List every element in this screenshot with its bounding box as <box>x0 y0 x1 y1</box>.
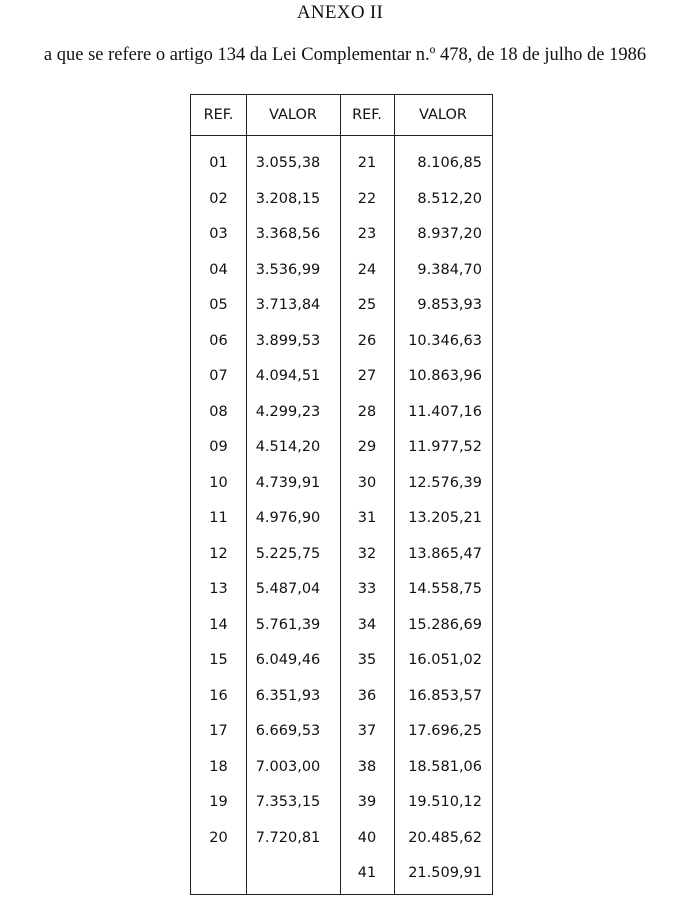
value-cell: 6.669,53 <box>255 723 321 739</box>
value-cell: 8.937,20 <box>417 226 482 242</box>
table-row <box>191 648 492 672</box>
value-cell: 10.346,63 <box>408 332 482 349</box>
value-cell: 17.696,25 <box>408 723 482 739</box>
value-cell: 8.512,20 <box>417 190 482 207</box>
value-cell: 5.487,04 <box>255 581 321 597</box>
value-cell: 11.977,52 <box>408 439 482 455</box>
value-cell: 8.106,85 <box>417 155 482 171</box>
value-cell: 3.368,56 <box>255 226 321 242</box>
salary-table <box>190 94 493 895</box>
ref-cell: 02 <box>209 190 228 207</box>
table-row <box>191 151 492 175</box>
ref-cell: 31 <box>357 510 377 526</box>
value-cell: 5.225,75 <box>255 545 321 562</box>
ref-cell: 05 <box>209 297 228 313</box>
ref-cell: 09 <box>209 439 228 455</box>
value-cell: 4.299,23 <box>255 403 321 420</box>
table-row <box>191 329 492 353</box>
value-cell: 11.407,16 <box>408 403 482 420</box>
table-row <box>191 577 492 601</box>
ref-cell: 41 <box>357 865 377 881</box>
annex-title: ANEXO II <box>296 2 384 23</box>
ref-cell: 10 <box>209 474 228 491</box>
value-cell: 4.514,20 <box>255 439 321 455</box>
value-cell: 14.558,75 <box>408 581 482 597</box>
value-cell: 7.353,15 <box>255 794 321 810</box>
value-cell: 3.536,99 <box>255 261 321 278</box>
ref-cell: 29 <box>357 439 377 455</box>
ref-cell: 15 <box>209 652 228 668</box>
value-cell: 18.581,06 <box>408 758 482 775</box>
value-cell: 7.720,81 <box>255 829 321 846</box>
annex-subtitle: a que se refere o artigo 134 da Lei Complementar n.º 478, de 18 de julho de 1986 <box>43 45 647 65</box>
ref-cell: 12 <box>209 545 228 562</box>
value-cell: 3.055,38 <box>255 155 321 171</box>
ref-cell: 07 <box>209 368 228 384</box>
value-cell: 13.205,21 <box>408 510 482 526</box>
ref-cell: 17 <box>209 723 228 739</box>
table-row <box>191 506 492 530</box>
ref-cell: 20 <box>209 829 228 846</box>
ref-cell: 34 <box>357 616 377 633</box>
table-row <box>191 613 492 637</box>
value-cell: 10.863,96 <box>408 368 482 384</box>
table-row <box>191 684 492 708</box>
ref-cell: 32 <box>357 545 377 562</box>
ref-cell: 08 <box>209 403 228 420</box>
ref-cell: 23 <box>357 226 377 242</box>
ref-cell: 35 <box>357 652 377 668</box>
table-row <box>191 364 492 388</box>
value-cell: 21.509,91 <box>408 865 482 881</box>
value-cell: 5.761,39 <box>255 616 321 633</box>
ref-cell: 38 <box>357 758 377 775</box>
value-cell: 4.094,51 <box>255 368 321 384</box>
ref-cell: 14 <box>209 616 228 633</box>
ref-cell: 25 <box>357 297 377 313</box>
ref-cell: 26 <box>357 332 377 349</box>
ref-cell: 04 <box>209 261 228 278</box>
value-cell: 12.576,39 <box>408 474 482 491</box>
column-header-ref-1: REF. <box>203 107 234 123</box>
value-cell: 4.739,91 <box>255 474 321 491</box>
value-cell: 15.286,69 <box>408 616 482 633</box>
table-row <box>191 400 492 424</box>
ref-cell: 16 <box>209 687 228 704</box>
ref-cell: 19 <box>209 794 228 810</box>
ref-cell: 39 <box>357 794 377 810</box>
table-row <box>191 293 492 317</box>
value-cell: 16.051,02 <box>408 652 482 668</box>
table-row <box>191 790 492 814</box>
ref-cell: 18 <box>209 758 228 775</box>
value-cell: 16.853,57 <box>408 687 482 704</box>
value-cell: 3.899,53 <box>255 332 321 349</box>
table-row <box>191 471 492 495</box>
column-header-ref-2: REF. <box>352 107 382 123</box>
ref-cell: 06 <box>209 332 228 349</box>
ref-cell: 24 <box>357 261 377 278</box>
table-row <box>191 435 492 459</box>
ref-cell: 30 <box>357 474 377 491</box>
table-row <box>191 187 492 211</box>
ref-cell: 37 <box>357 723 377 739</box>
table-row <box>191 258 492 282</box>
value-cell: 4.976,90 <box>255 510 321 526</box>
ref-cell: 40 <box>357 829 377 846</box>
ref-cell: 13 <box>209 581 228 597</box>
table-row <box>191 542 492 566</box>
ref-cell: 22 <box>357 190 377 207</box>
value-cell: 3.713,84 <box>255 297 321 313</box>
ref-cell: 11 <box>209 510 228 526</box>
ref-cell: 03 <box>209 226 228 242</box>
ref-cell: 36 <box>357 687 377 704</box>
table-row <box>191 826 492 850</box>
value-cell: 19.510,12 <box>408 794 482 810</box>
header-divider <box>191 135 492 136</box>
value-cell: 13.865,47 <box>408 545 482 562</box>
value-cell: 7.003,00 <box>255 758 321 775</box>
ref-cell: 21 <box>357 155 377 171</box>
table-row <box>191 755 492 779</box>
value-cell: 6.049,46 <box>255 652 321 668</box>
value-cell: 3.208,15 <box>255 190 321 207</box>
column-header-valor-1: VALOR <box>269 107 317 123</box>
ref-cell: 33 <box>357 581 377 597</box>
value-cell: 9.384,70 <box>417 261 482 278</box>
column-header-valor-2: VALOR <box>419 107 467 123</box>
ref-cell: 01 <box>209 155 228 171</box>
value-cell: 9.853,93 <box>417 297 482 313</box>
table-row <box>191 861 492 885</box>
table-row <box>191 222 492 246</box>
value-cell: 6.351,93 <box>255 687 321 704</box>
value-cell: 20.485,62 <box>408 829 482 846</box>
ref-cell: 28 <box>357 403 377 420</box>
ref-cell: 27 <box>357 368 377 384</box>
table-row <box>191 719 492 743</box>
